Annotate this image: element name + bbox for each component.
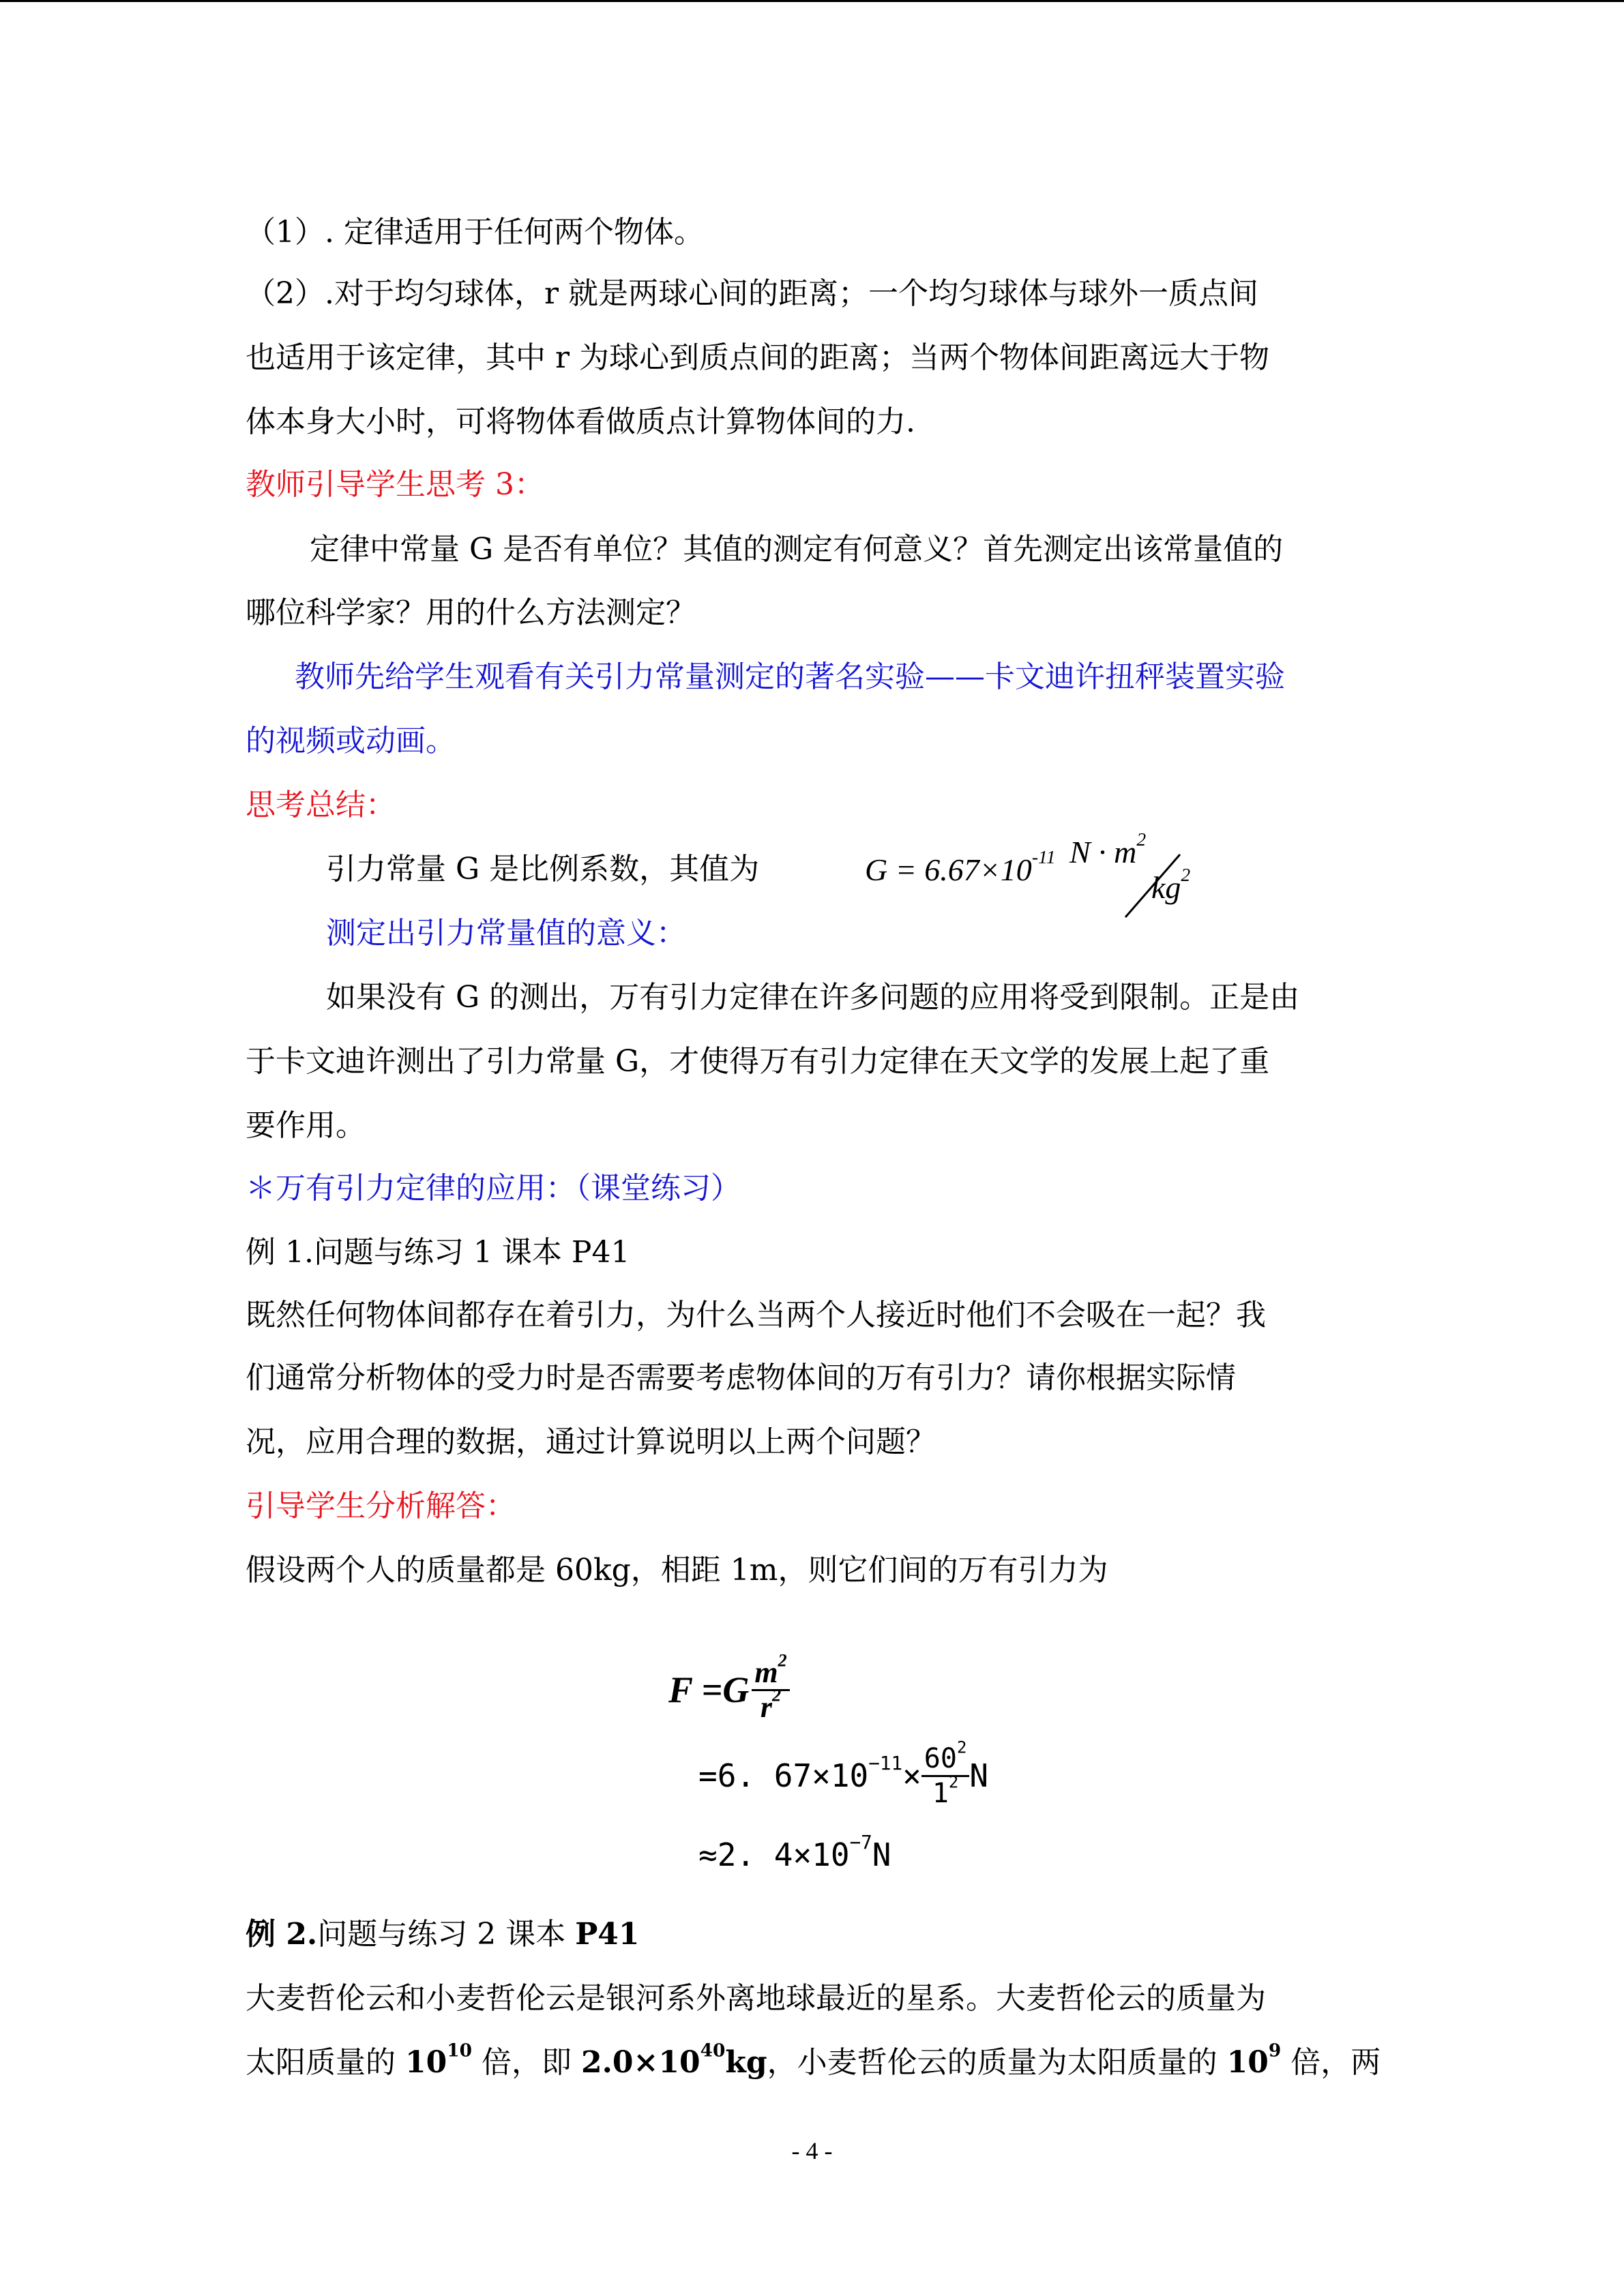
formula-g-lhs: $G = 6.67\times 10^{-11}$ [865,846,1056,887]
text-line-2: （2）.对于均匀球体，r 就是两球心间的距离；一个均匀球体与球外一质点间 [246,276,1258,311]
formula-f-unit-3: N [872,1836,891,1873]
page-number: - 4 - [791,2137,833,2164]
text-line-19: 们通常分析物体的受力时是否需要考虑物体间的万有引力？请你根据实际情 [246,1360,1236,1395]
text-line-8-blue: 教师先给学生观看有关引力常量测定的著名实验——卡文迪许扭秤装置实验 [295,659,1285,694]
section-heading-teacher-guide-3: 教师引导学生思考 3： [246,467,544,502]
text-line-6: 定律中常量 G 是否有单位？其值的测定有何意义？首先测定出该常量值的 [310,532,1284,567]
formula-g-unit-numerator: $N \cdot m^2$ [1069,829,1147,869]
text-line-15: 要作用。 [246,1108,366,1143]
text-line-7: 哪位科学家？用的什么方法测定？ [246,595,696,630]
text-line-12-blue: 测定出引力常量值的意义： [326,916,686,951]
text-line-4: 体本身大小时，可将物体看做质点计算物体间的力. [246,404,915,439]
text-line-9-blue: 的视频或动画。 [246,724,456,758]
text-line-11: 引力常量 G 是比例系数，其值为 [326,852,760,886]
gravitation-force-formula [668,1649,1050,1884]
text-line-18: 既然任何物体间都存在着引力，为什么当两个人接近时他们不会吸在一起？我 [246,1298,1266,1332]
section-heading-guided-answer: 引导学生分析解答： [246,1489,516,1523]
text-line-3: 也适用于该定律，其中 r 为球心到质点间的距离；当两个物体间距离远大于物 [246,340,1270,375]
formula-f-fraction-2: $\frac{60^2}{1^2}$ [921,1742,970,1810]
example-2-title: 例 2.问题与练习 2 课本 P41 [246,1917,640,1952]
text-line-20: 况，应用合理的数据，通过计算说明以上两个问题？ [246,1425,936,1459]
text-line-13: 如果没有 G 的测出，万有引力定律在许多问题的应用将受到限制。正是由 [326,980,1300,1015]
formula-f-row-1 [668,1649,790,1727]
example-1-title: 例 1.问题与练习 1 课本 P41 [246,1235,630,1270]
text-line-25: 太阳质量的 $10^{10}$ 倍，即 $2.0\times 10^{40}kg$，小麦哲伦云的质量为太阳质量的 $10^9$ 倍，两 [246,2040,1381,2080]
text-line-14: 于卡文迪许测出了引力常量 G，才使得万有引力定律在天文学的发展上起了重 [246,1044,1270,1079]
section-heading-applications: ＊万有引力定律的应用：（课堂练习） [246,1171,741,1206]
section-heading-summary: 思考总结： [246,788,396,822]
formula-f-lhs: F =G [668,1669,750,1710]
formula-f-step2-value: =6. $67\times 10^{-11}$ [698,1752,903,1794]
formula-f-unit-2: N [969,1757,989,1794]
text-line-1: （1）. 定律适用于任何两个物体。 [246,215,704,250]
formula-f-step3-value: ≈2. $4\times 10^{-7}$ [698,1831,872,1873]
formula-f-row-3 [698,1831,891,1879]
formula-g-unit-denominator: $kg^2$ [1151,864,1191,905]
text-line-22: 假设两个人的质量都是 60kg，相距 1m，则它们间的万有引力为 [246,1553,1108,1587]
formula-f-fraction-1: $\frac{m^2}{r^2}$ [752,1656,789,1724]
formula-f-row-2 [698,1738,988,1813]
formula-f-times: × [902,1757,921,1794]
text-line-24: 大麦哲伦云和小麦哲伦云是银河系外离地球最近的星系。大麦哲伦云的质量为 [246,1981,1266,2016]
